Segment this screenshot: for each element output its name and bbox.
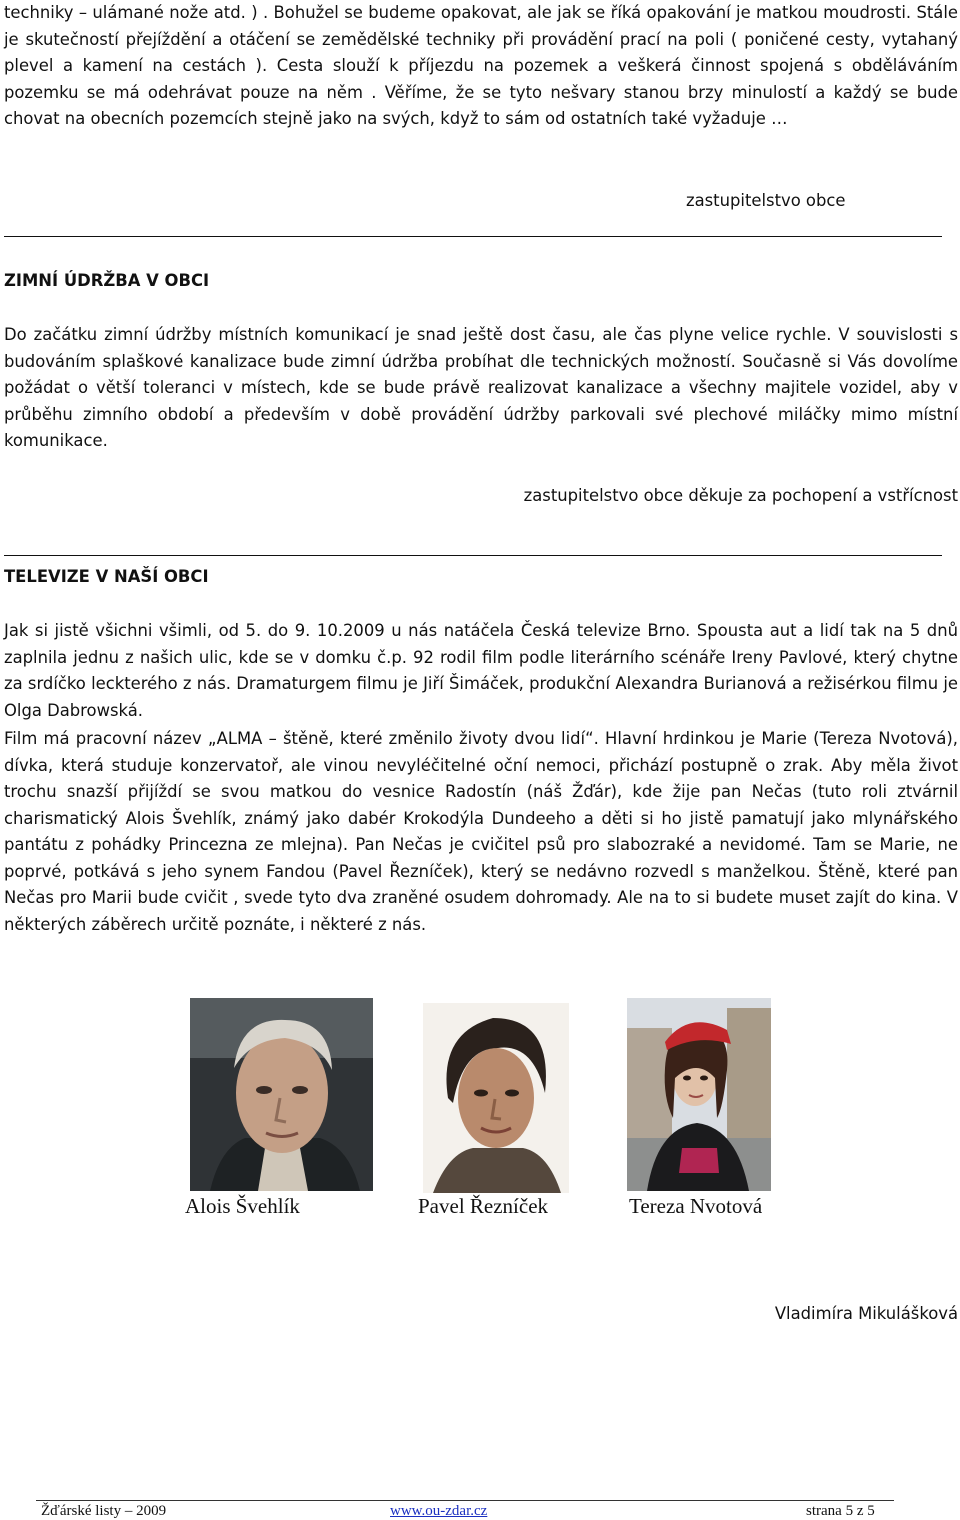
tv-heading: TELEVIZE V NAŠÍ OBCI: [4, 567, 209, 586]
photo-pavel-reznicek: [423, 1003, 569, 1193]
footer-page-number: strana 5 z 5: [806, 1503, 875, 1519]
footer-website-link[interactable]: www.ou-zdar.cz: [390, 1503, 488, 1519]
footer-divider: [36, 1500, 894, 1501]
winter-signature: zastupitelstvo obce děkuje za pochopení a vstřícnost: [523, 486, 958, 505]
photo-tereza-nvotova: [627, 998, 771, 1191]
photo-caption-1: Alois Švehlík: [185, 1194, 300, 1218]
photo-alois-svehlik: [190, 998, 373, 1191]
intro-paragraph: techniky – ulámané nože atd. ) . Bohužel se budeme opakovat, ale jak se říká opakování je matkou moudrosti. Stále je skutečností přejíždění a otáčení se zemědělské techniky při provádění prací na poli ( poničené cesty, vytahaný plevel a kamení na cestách ). Cesta slouží k příjezdu na pozemek a veškerá činnost spojená s obděláváním pozemku se má odehrávat pouze na něm . Věříme, že se tyto nešvary stanou brzy minulostí a každý se bude chovat na obecních pozemcích stejně jako na svých, když to sám od ostatních také vyžaduje …: [4, 3, 958, 128]
footer-publication: Žďárské listy – 2009: [41, 1503, 167, 1519]
section-divider: [4, 555, 942, 556]
photo-caption-3: Tereza Nvotová: [629, 1194, 763, 1218]
tv-paragraph-1: Jak si jistě všichni všimli, od 5. do 9. 10.2009 u nás natáčela Česká televize Brno. Spousta aut a lidí tak na 5 dnů zaplnila jednu z našich ulic, kde se v domku č.p. 92 rodil film podle literárního scénáře Ireny Pavlové, který chytne za srdíčko leckterého z nás. Dramaturgem filmu je Jiří Šimáček, produkční Alexandra Burianová a režisérkou filmu je Olga Dabrowská.: [4, 621, 958, 720]
tv-paragraph-2: Film má pracovní název „ALMA – štěně, které změnilo životy dvou lidí“. Hlavní hrdinkou je Marie (Tereza Nvotová), dívka, která studuje konzervatoř, ale vinou nevyléčitelné oční nemoci, přichází postupně o zrak. Aby měla život trochu snazší přijíždí se svou matkou do vesnice Radostín (náš Žďár), kde žije pan Nečas (tuto roli ztvárnil charismatický Alois Švehlík, známý jako dabér Krokodýla Dundeeho a děti si ho jistě pamatují jako mlynářského pantátu z pohádky Princezna ze mlejna). Pan Nečas je cvičitel psů pro slabozraké a nevidomé. Tam se Marie, ne poprvé, potkává s jeho synem Fandou (Pavel Řezníček), který se nedávno rozvedl s manželkou. Štěně, které pan Nečas pro Marii bude cvičit , svede tyto dva zraněné osudem dohromady. Ale na to si budete muset zajít do kina. V některých záběrech určitě poznáte, i některé z nás.: [4, 729, 958, 934]
winter-paragraph: Do začátku zimní údržby místních komunikací je snad ještě dost času, ale čas plyne velice rychle. V souvislosti s budováním splaškové kanalizace bude zimní údržba probíhat dle technických možností. Současně si Vás dovolíme požádat o větší toleranci v místech, kde se bude právě realizovat kanalizace a všechny majitele vozidel, aby v průběhu zimního období a především v době provádění údržby parkovali své plechové miláčky mimo místní komunikace.: [4, 325, 958, 450]
article-author: Vladimíra Mikulášková: [774, 1304, 958, 1323]
photo-caption-2: Pavel Řezníček: [418, 1194, 549, 1218]
intro-signature: zastupitelstvo obce: [686, 191, 846, 210]
winter-heading: ZIMNÍ ÚDRŽBA V OBCI: [4, 271, 210, 290]
section-divider: [4, 236, 942, 237]
